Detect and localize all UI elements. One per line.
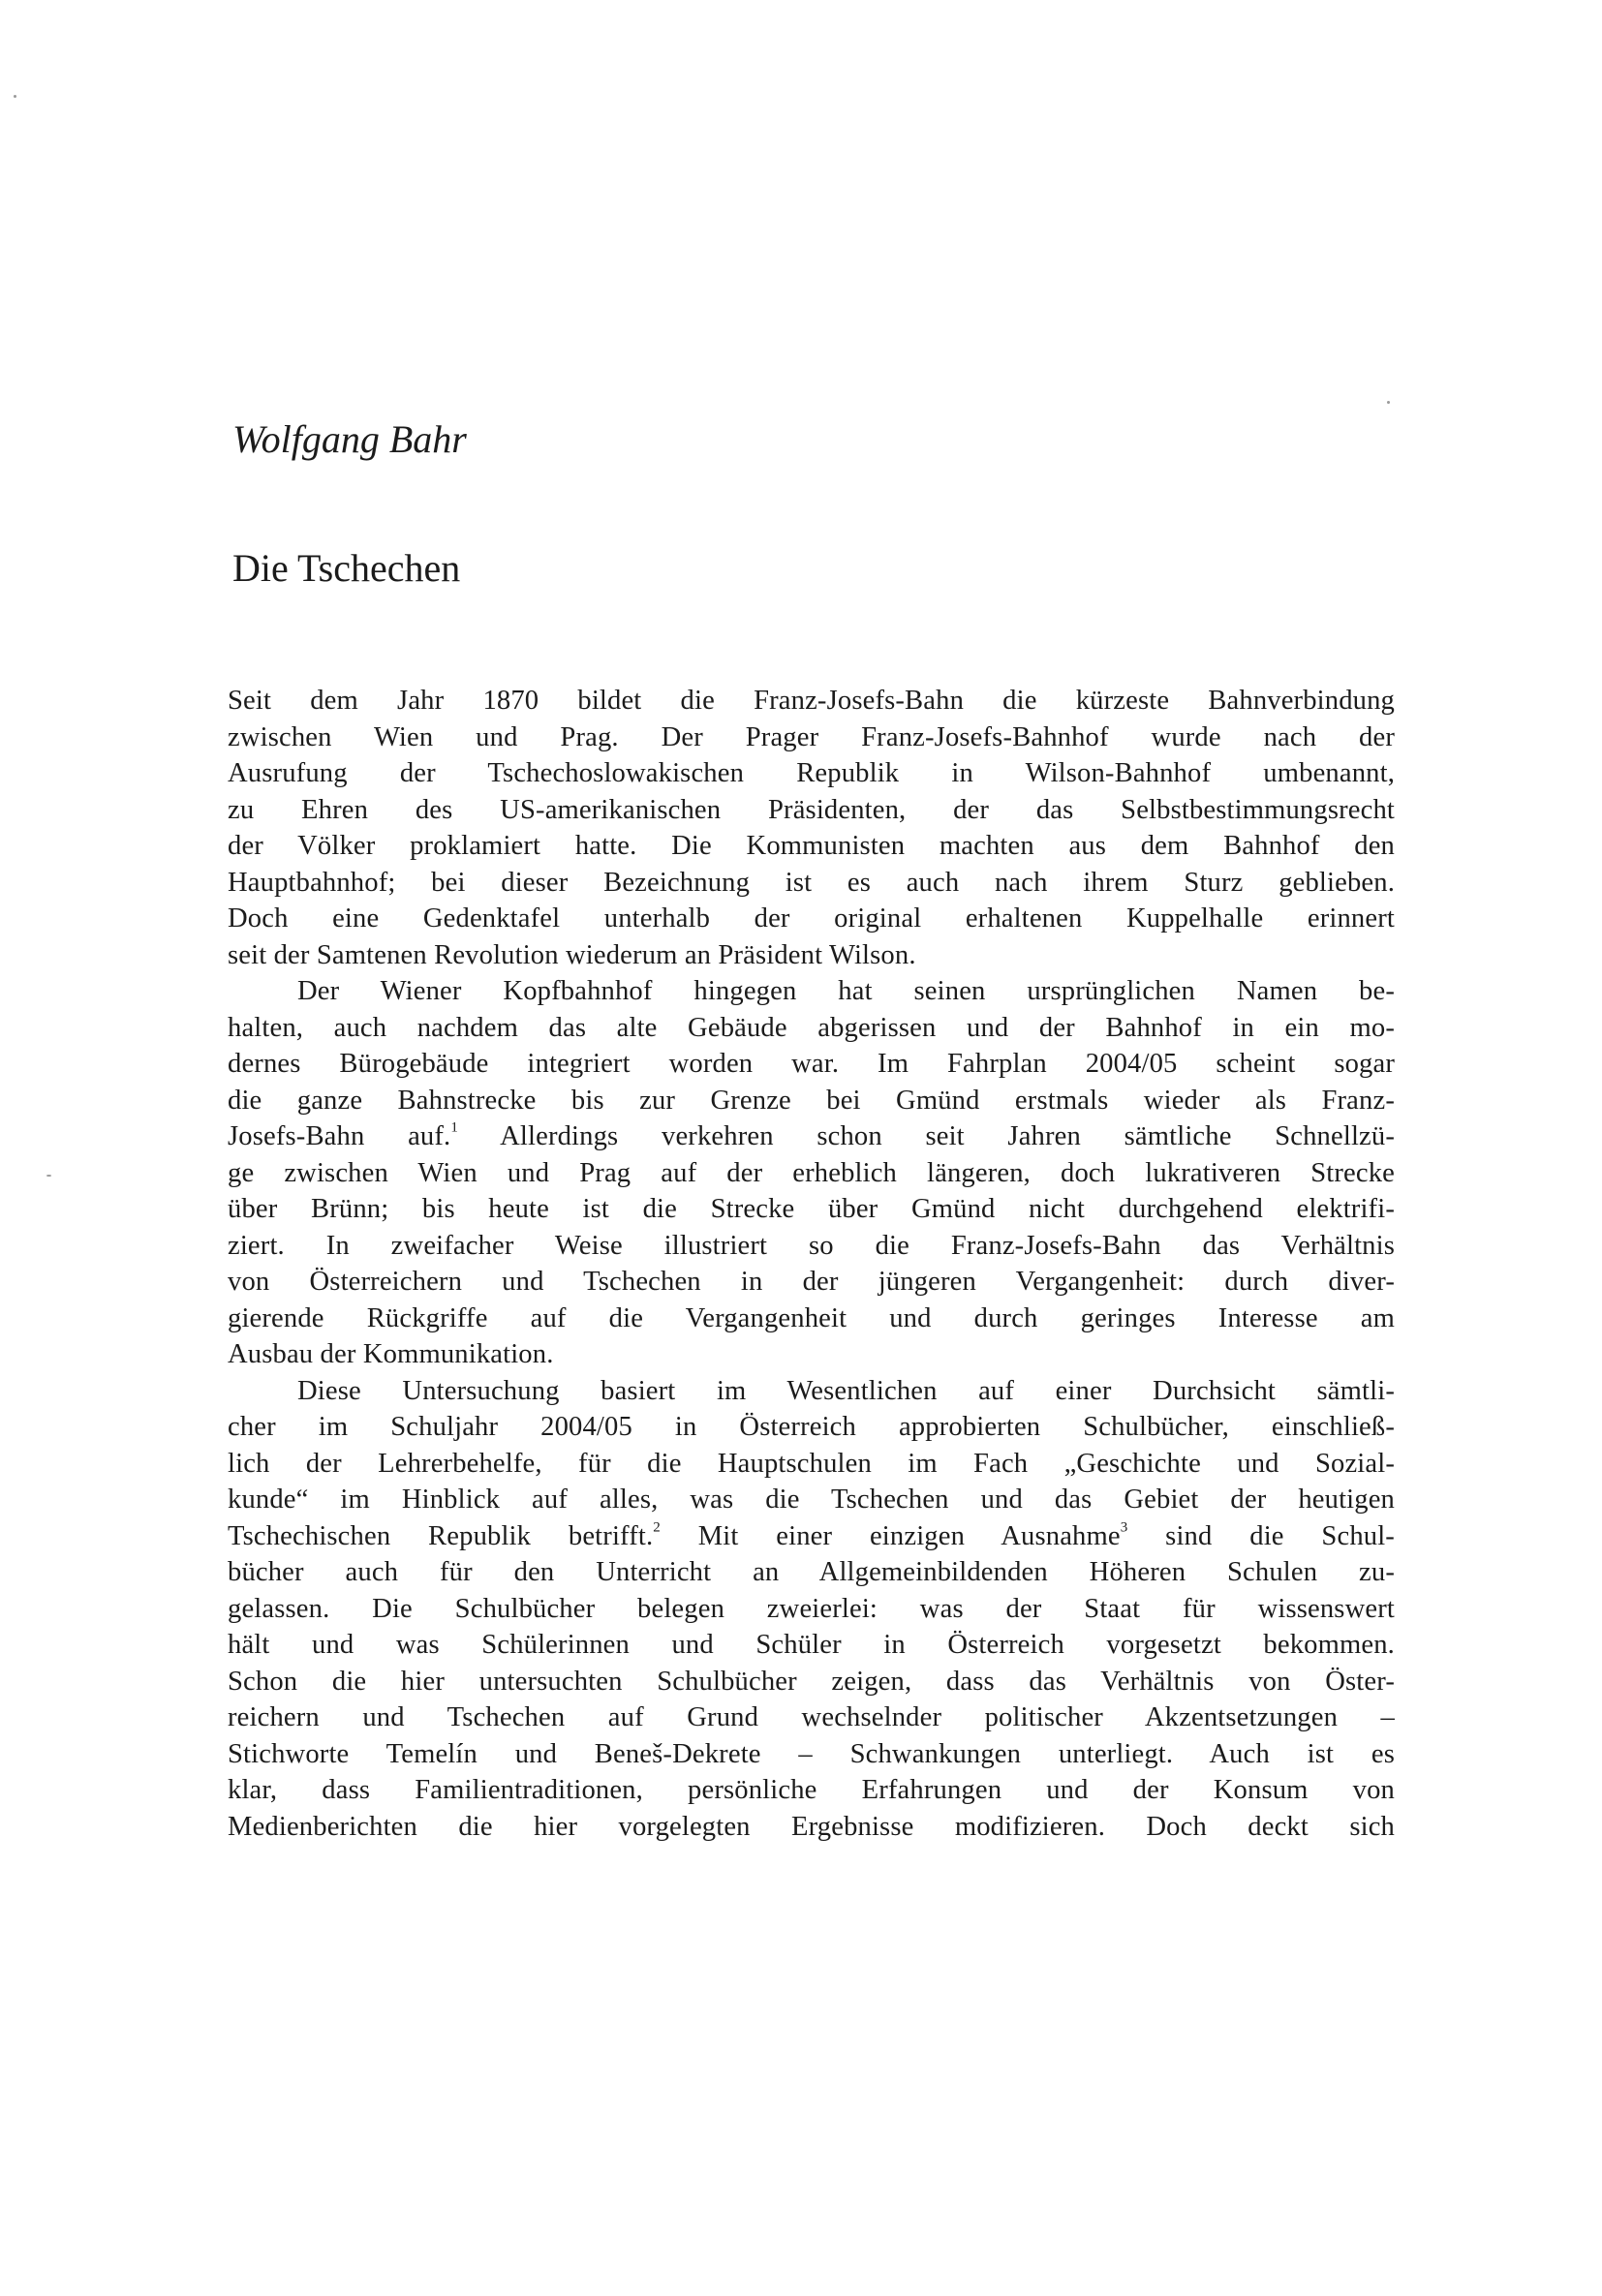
- text-line: Ausbau der Kommunikation.: [228, 1339, 554, 1369]
- text-line: Hauptbahnhof; bei dieser Bezeichnung ist es auch nach ihrem Sturz geblieben.: [228, 867, 1395, 898]
- text-segment: Tschechischen Republik betrifft.: [228, 1520, 654, 1551]
- text-line: Seit dem Jahr 1870 bildet die Franz-Josefs-Bahn die kürzeste Bahnverbindung: [228, 686, 1395, 716]
- text-line: hält und was Schülerinnen und Schüler in Österreich vorgesetzt bekommen.: [228, 1630, 1395, 1660]
- text-line: ziert. In zweifacher Weise illustriert so die Franz-Josefs-Bahn das Verhältnis: [228, 1230, 1395, 1261]
- chapter-title: Die Tschechen: [232, 546, 461, 590]
- text-line: Diese Untersuchung basiert im Wesentlichen auf einer Durchsicht sämtli-: [297, 1375, 1395, 1406]
- text-line: Medienberichten die hier vorgelegten Ergebnisse modifizieren. Doch deckt sich: [228, 1811, 1395, 1842]
- scan-speck: [14, 95, 16, 98]
- text-line: der Völker proklamiert hatte. Die Kommunisten machten aus dem Bahnhof den: [228, 831, 1395, 861]
- footnote-marker: 2: [653, 1519, 661, 1535]
- text-line: zwischen Wien und Prag. Der Prager Franz-Josefs-Bahnhof wurde nach der: [228, 721, 1395, 752]
- body-text: [228, 683, 1395, 1845]
- text-line: klar, dass Familientraditionen, persönliche Erfahrungen und der Konsum von: [228, 1775, 1395, 1805]
- text-line: Ausrufung der Tschechoslowakischen Republik in Wilson-Bahnhof umbenannt,: [228, 758, 1395, 788]
- text-line: Schon die hier untersuchten Schulbücher zeigen, dass das Verhältnis von Öster-: [228, 1666, 1395, 1697]
- text-line: gierende Rückgriffe auf die Vergangenheit und durch geringes Interesse am: [228, 1302, 1395, 1333]
- text-segment: Josefs-Bahn auf.: [228, 1121, 451, 1151]
- text-line: Der Wiener Kopfbahnhof hingegen hat seinen ursprünglichen Namen be-: [297, 976, 1395, 1006]
- text-line: Stichworte Temelín und Beneš-Dekrete – Schwankungen unterliegt. Auch ist es: [228, 1738, 1395, 1769]
- footnote-marker: 3: [1120, 1519, 1128, 1535]
- text-line: die ganze Bahnstrecke bis zur Grenze bei Gmünd erstmals wieder als Franz-: [228, 1085, 1395, 1116]
- text-line: [228, 1118, 1395, 1155]
- text-line: cher im Schuljahr 2004/05 in Österreich approbierten Schulbücher, einschließ-: [228, 1412, 1395, 1442]
- text-line: über Brünn; bis heute ist die Strecke über Gmünd nicht durchgehend elektrifi-: [228, 1194, 1395, 1224]
- text-line: kunde“ im Hinblick auf alles, was die Tschechen und das Gebiet der heutigen: [228, 1485, 1395, 1515]
- author-name: Wolfgang Bahr: [232, 417, 467, 461]
- text-segment: sind die Schul-: [1127, 1520, 1395, 1551]
- text-line: halten, auch nachdem das alte Gebäude abgerissen und der Bahnhof in ein mo-: [228, 1012, 1395, 1043]
- text-line: bücher auch für den Unterricht an Allgemeinbildenden Höheren Schulen zu-: [228, 1557, 1395, 1587]
- text-line: [228, 1518, 1395, 1555]
- text-line: zu Ehren des US-amerikanischen Präsidenten, der das Selbstbestimmungsrecht: [228, 794, 1395, 825]
- text-line: von Österreichern und Tschechen in der jüngeren Vergangenheit: durch diver-: [228, 1267, 1395, 1297]
- text-line: dernes Bürogebäude integriert worden war. Im Fahrplan 2004/05 scheint sogar: [228, 1049, 1395, 1079]
- text-line: gelassen. Die Schulbücher belegen zweierlei: was der Staat für wissenswert: [228, 1593, 1395, 1624]
- text-line: reichern und Tschechen auf Grund wechselnder politischer Akzentsetzungen –: [228, 1702, 1395, 1732]
- scan-speck: [46, 1175, 51, 1177]
- scan-speck: [1387, 401, 1390, 404]
- text-line: Doch eine Gedenktafel unterhalb der original erhaltenen Kuppelhalle erinnert: [228, 903, 1395, 934]
- text-segment: Mit einer einzigen Ausnahme: [660, 1520, 1121, 1551]
- text-segment: Allerdings verkehren schon seit Jahren sämtliche Schnellzü-: [458, 1121, 1395, 1151]
- text-line: seit der Samtenen Revolution wiederum an Präsident Wilson.: [228, 939, 916, 970]
- footnote-marker: 1: [450, 1119, 459, 1136]
- text-line: ge zwischen Wien und Prag auf der erheblich längeren, doch lukrativeren Strecke: [228, 1157, 1395, 1188]
- text-line: lich der Lehrerbehelfe, für die Hauptschulen im Fach „Geschichte und Sozial-: [228, 1448, 1395, 1479]
